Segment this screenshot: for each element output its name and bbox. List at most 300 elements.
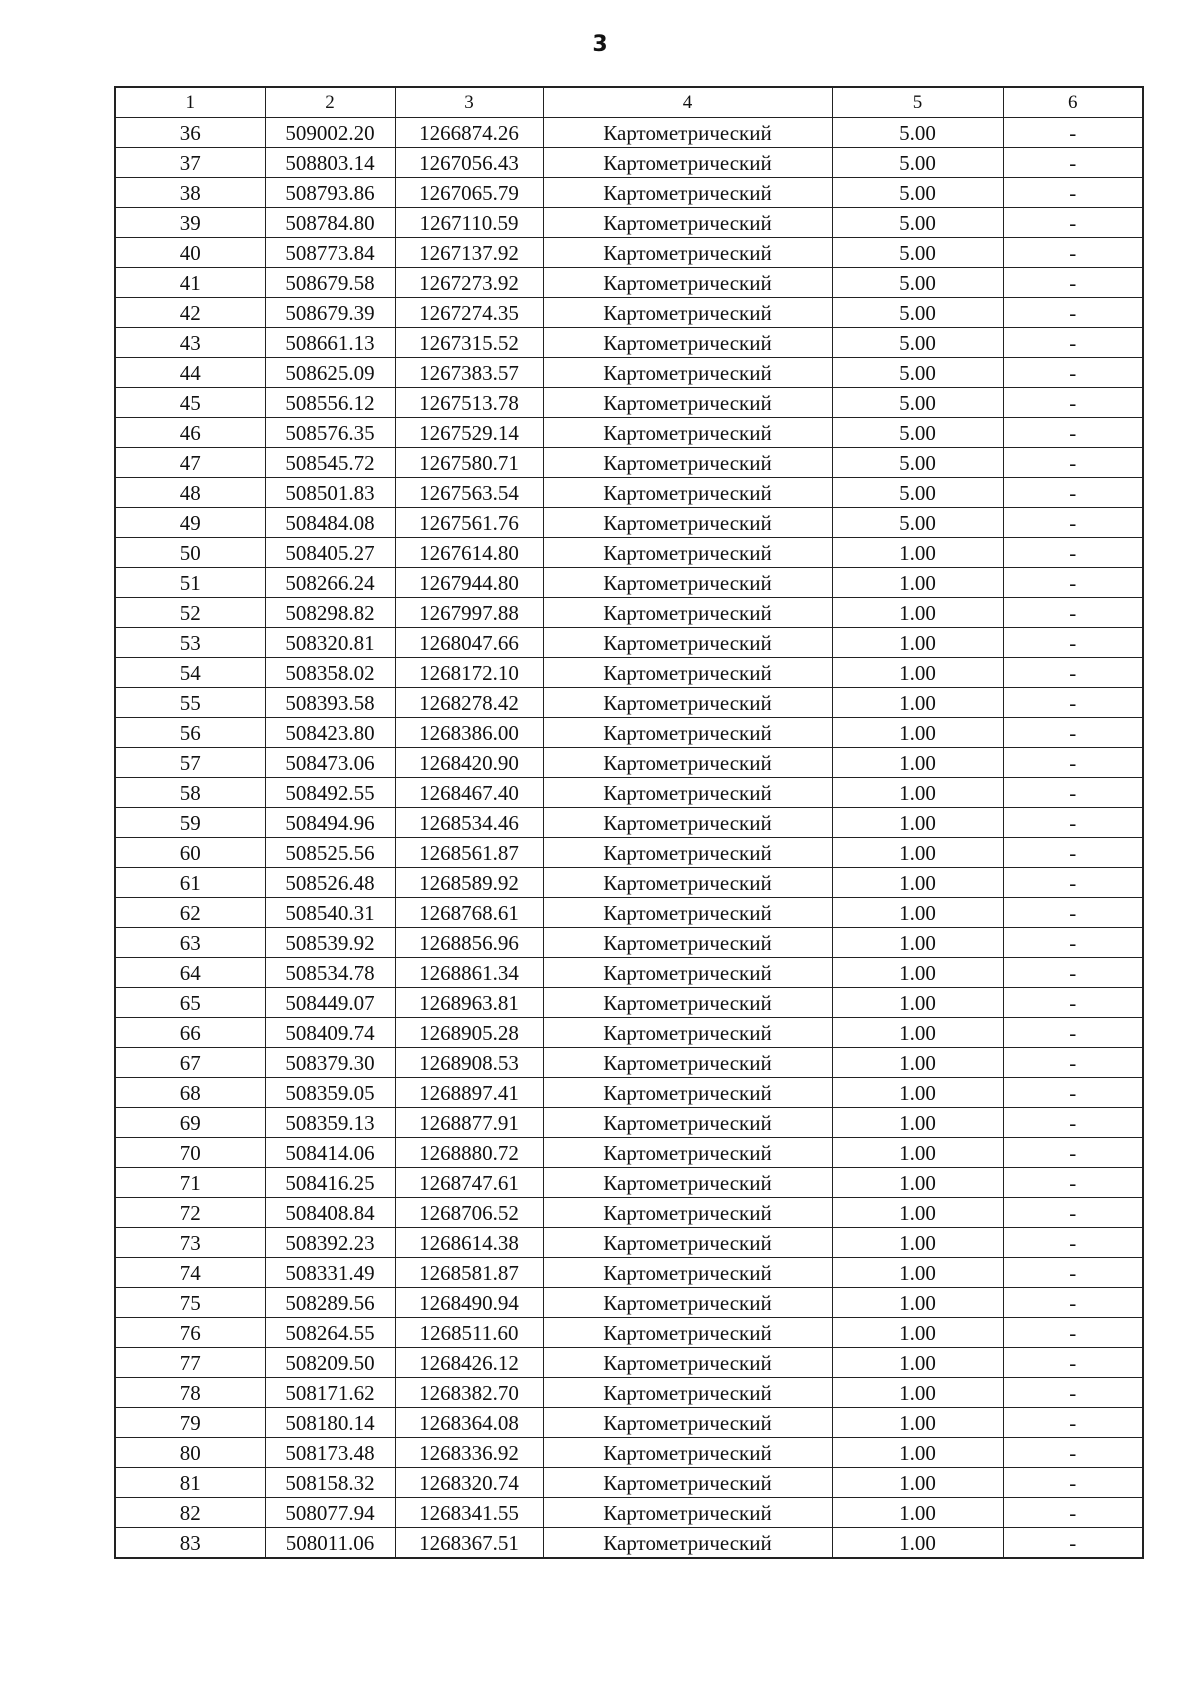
method-cell: Картометрический <box>543 868 832 898</box>
table-row <box>115 628 1143 658</box>
point-number-cell: 62 <box>115 898 265 928</box>
method-cell: Картометрический <box>543 988 832 1018</box>
table-row <box>115 1408 1143 1438</box>
point-number-cell: 41 <box>115 268 265 298</box>
accuracy-cell: 1.00 <box>832 1168 1003 1198</box>
method-cell: Картометрический <box>543 208 832 238</box>
point-number-cell: 80 <box>115 1438 265 1468</box>
y-coordinate-cell: 1268490.94 <box>395 1288 543 1318</box>
header-col-1: 1 <box>115 87 265 118</box>
y-coordinate-cell: 1267529.14 <box>395 418 543 448</box>
method-cell: Картометрический <box>543 1318 832 1348</box>
table-row <box>115 448 1143 478</box>
description-cell: - <box>1003 238 1143 268</box>
description-cell: - <box>1003 748 1143 778</box>
y-coordinate-cell: 1267315.52 <box>395 328 543 358</box>
accuracy-cell: 1.00 <box>832 838 1003 868</box>
description-cell: - <box>1003 178 1143 208</box>
x-coordinate-cell: 508409.74 <box>265 1018 395 1048</box>
accuracy-cell: 5.00 <box>832 178 1003 208</box>
accuracy-cell: 5.00 <box>832 508 1003 538</box>
table-row <box>115 1168 1143 1198</box>
point-number-cell: 37 <box>115 148 265 178</box>
accuracy-cell: 1.00 <box>832 718 1003 748</box>
x-coordinate-cell: 508773.84 <box>265 238 395 268</box>
accuracy-cell: 1.00 <box>832 1468 1003 1498</box>
table-row <box>115 568 1143 598</box>
point-number-cell: 66 <box>115 1018 265 1048</box>
x-coordinate-cell: 508180.14 <box>265 1408 395 1438</box>
y-coordinate-cell: 1268747.61 <box>395 1168 543 1198</box>
accuracy-cell: 5.00 <box>832 388 1003 418</box>
point-number-cell: 50 <box>115 538 265 568</box>
y-coordinate-cell: 1268905.28 <box>395 1018 543 1048</box>
method-cell: Картометрический <box>543 898 832 928</box>
table-row <box>115 1348 1143 1378</box>
table-row <box>115 1018 1143 1048</box>
point-number-cell: 51 <box>115 568 265 598</box>
point-number-cell: 55 <box>115 688 265 718</box>
description-cell: - <box>1003 1318 1143 1348</box>
y-coordinate-cell: 1268581.87 <box>395 1258 543 1288</box>
method-cell: Картометрический <box>543 1078 832 1108</box>
x-coordinate-cell: 508358.02 <box>265 658 395 688</box>
method-cell: Картометрический <box>543 1288 832 1318</box>
method-cell: Картометрический <box>543 778 832 808</box>
y-coordinate-cell: 1268908.53 <box>395 1048 543 1078</box>
x-coordinate-cell: 508625.09 <box>265 358 395 388</box>
method-cell: Картометрический <box>543 1018 832 1048</box>
accuracy-cell: 1.00 <box>832 598 1003 628</box>
description-cell: - <box>1003 1438 1143 1468</box>
description-cell: - <box>1003 778 1143 808</box>
method-cell: Картометрический <box>543 358 832 388</box>
accuracy-cell: 1.00 <box>832 1228 1003 1258</box>
point-number-cell: 70 <box>115 1138 265 1168</box>
y-coordinate-cell: 1268172.10 <box>395 658 543 688</box>
table-row <box>115 778 1143 808</box>
table-row <box>115 508 1143 538</box>
y-coordinate-cell: 1268534.46 <box>395 808 543 838</box>
y-coordinate-cell: 1267614.80 <box>395 538 543 568</box>
y-coordinate-cell: 1267944.80 <box>395 568 543 598</box>
table-row <box>115 1468 1143 1498</box>
point-number-cell: 75 <box>115 1288 265 1318</box>
table-row <box>115 748 1143 778</box>
x-coordinate-cell: 508423.80 <box>265 718 395 748</box>
description-cell: - <box>1003 688 1143 718</box>
y-coordinate-cell: 1267561.76 <box>395 508 543 538</box>
method-cell: Картометрический <box>543 1348 832 1378</box>
accuracy-cell: 1.00 <box>832 748 1003 778</box>
x-coordinate-cell: 508320.81 <box>265 628 395 658</box>
page-number: 3 <box>592 32 608 57</box>
description-cell: - <box>1003 1228 1143 1258</box>
x-coordinate-cell: 508679.39 <box>265 298 395 328</box>
description-cell: - <box>1003 1168 1143 1198</box>
point-number-cell: 72 <box>115 1198 265 1228</box>
table-row <box>115 388 1143 418</box>
y-coordinate-cell: 1268364.08 <box>395 1408 543 1438</box>
point-number-cell: 36 <box>115 118 265 148</box>
accuracy-cell: 5.00 <box>832 268 1003 298</box>
header-col-2: 2 <box>265 87 395 118</box>
point-number-cell: 60 <box>115 838 265 868</box>
table-row <box>115 1078 1143 1108</box>
description-cell: - <box>1003 1288 1143 1318</box>
method-cell: Картометрический <box>543 598 832 628</box>
method-cell: Картометрический <box>543 748 832 778</box>
table-row <box>115 1498 1143 1528</box>
y-coordinate-cell: 1268386.00 <box>395 718 543 748</box>
method-cell: Картометрический <box>543 478 832 508</box>
description-cell: - <box>1003 1048 1143 1078</box>
x-coordinate-cell: 508408.84 <box>265 1198 395 1228</box>
accuracy-cell: 1.00 <box>832 688 1003 718</box>
table-header-row <box>115 87 1143 118</box>
table-row <box>115 118 1143 148</box>
y-coordinate-cell: 1268341.55 <box>395 1498 543 1528</box>
x-coordinate-cell: 508556.12 <box>265 388 395 418</box>
table-row <box>115 418 1143 448</box>
y-coordinate-cell: 1268336.92 <box>395 1438 543 1468</box>
table-row <box>115 1318 1143 1348</box>
table-row <box>115 358 1143 388</box>
point-number-cell: 47 <box>115 448 265 478</box>
y-coordinate-cell: 1268047.66 <box>395 628 543 658</box>
y-coordinate-cell: 1267580.71 <box>395 448 543 478</box>
table-row <box>115 208 1143 238</box>
table-row <box>115 988 1143 1018</box>
x-coordinate-cell: 508534.78 <box>265 958 395 988</box>
point-number-cell: 65 <box>115 988 265 1018</box>
method-cell: Картометрический <box>543 328 832 358</box>
x-coordinate-cell: 508492.55 <box>265 778 395 808</box>
accuracy-cell: 1.00 <box>832 868 1003 898</box>
x-coordinate-cell: 508416.25 <box>265 1168 395 1198</box>
table-row <box>115 928 1143 958</box>
table-row <box>115 538 1143 568</box>
x-coordinate-cell: 508501.83 <box>265 478 395 508</box>
y-coordinate-cell: 1268880.72 <box>395 1138 543 1168</box>
description-cell: - <box>1003 298 1143 328</box>
method-cell: Картометрический <box>543 568 832 598</box>
method-cell: Картометрический <box>543 1168 832 1198</box>
table-row <box>115 1108 1143 1138</box>
accuracy-cell: 1.00 <box>832 1198 1003 1228</box>
point-number-cell: 39 <box>115 208 265 238</box>
x-coordinate-cell: 508784.80 <box>265 208 395 238</box>
x-coordinate-cell: 508392.23 <box>265 1228 395 1258</box>
accuracy-cell: 1.00 <box>832 808 1003 838</box>
accuracy-cell: 1.00 <box>832 1048 1003 1078</box>
point-number-cell: 59 <box>115 808 265 838</box>
table-row <box>115 238 1143 268</box>
x-coordinate-cell: 508209.50 <box>265 1348 395 1378</box>
method-cell: Картометрический <box>543 508 832 538</box>
method-cell: Картометрический <box>543 1378 832 1408</box>
table-row <box>115 838 1143 868</box>
description-cell: - <box>1003 898 1143 928</box>
point-number-cell: 42 <box>115 298 265 328</box>
method-cell: Картометрический <box>543 298 832 328</box>
description-cell: - <box>1003 1108 1143 1138</box>
point-number-cell: 58 <box>115 778 265 808</box>
table-row <box>115 328 1143 358</box>
x-coordinate-cell: 508539.92 <box>265 928 395 958</box>
description-cell: - <box>1003 1258 1143 1288</box>
description-cell: - <box>1003 1018 1143 1048</box>
table-row <box>115 268 1143 298</box>
x-coordinate-cell: 508359.05 <box>265 1078 395 1108</box>
header-col-6: 6 <box>1003 87 1143 118</box>
x-coordinate-cell: 508331.49 <box>265 1258 395 1288</box>
method-cell: Картометрический <box>543 958 832 988</box>
point-number-cell: 79 <box>115 1408 265 1438</box>
y-coordinate-cell: 1267563.54 <box>395 478 543 508</box>
x-coordinate-cell: 508298.82 <box>265 598 395 628</box>
method-cell: Картометрический <box>543 838 832 868</box>
accuracy-cell: 5.00 <box>832 418 1003 448</box>
point-number-cell: 45 <box>115 388 265 418</box>
description-cell: - <box>1003 268 1143 298</box>
y-coordinate-cell: 1268897.41 <box>395 1078 543 1108</box>
y-coordinate-cell: 1268278.42 <box>395 688 543 718</box>
y-coordinate-cell: 1268426.12 <box>395 1348 543 1378</box>
method-cell: Картометрический <box>543 388 832 418</box>
description-cell: - <box>1003 1138 1143 1168</box>
table-row <box>115 1258 1143 1288</box>
x-coordinate-cell: 508661.13 <box>265 328 395 358</box>
y-coordinate-cell: 1267137.92 <box>395 238 543 268</box>
point-number-cell: 71 <box>115 1168 265 1198</box>
point-number-cell: 48 <box>115 478 265 508</box>
method-cell: Картометрический <box>543 928 832 958</box>
x-coordinate-cell: 508494.96 <box>265 808 395 838</box>
description-cell: - <box>1003 1348 1143 1378</box>
x-coordinate-cell: 508264.55 <box>265 1318 395 1348</box>
x-coordinate-cell: 508158.32 <box>265 1468 395 1498</box>
y-coordinate-cell: 1268963.81 <box>395 988 543 1018</box>
x-coordinate-cell: 508803.14 <box>265 148 395 178</box>
description-cell: - <box>1003 118 1143 148</box>
table-row <box>115 298 1143 328</box>
x-coordinate-cell: 508393.58 <box>265 688 395 718</box>
method-cell: Картометрический <box>543 448 832 478</box>
accuracy-cell: 1.00 <box>832 1108 1003 1138</box>
method-cell: Картометрический <box>543 1528 832 1559</box>
accuracy-cell: 1.00 <box>832 568 1003 598</box>
y-coordinate-cell: 1268706.52 <box>395 1198 543 1228</box>
description-cell: - <box>1003 568 1143 598</box>
accuracy-cell: 1.00 <box>832 1318 1003 1348</box>
point-number-cell: 52 <box>115 598 265 628</box>
point-number-cell: 67 <box>115 1048 265 1078</box>
method-cell: Картометрический <box>543 1228 832 1258</box>
point-number-cell: 64 <box>115 958 265 988</box>
description-cell: - <box>1003 148 1143 178</box>
header-col-5: 5 <box>832 87 1003 118</box>
point-number-cell: 78 <box>115 1378 265 1408</box>
point-number-cell: 69 <box>115 1108 265 1138</box>
y-coordinate-cell: 1268467.40 <box>395 778 543 808</box>
table-row <box>115 148 1143 178</box>
description-cell: - <box>1003 418 1143 448</box>
table-row <box>115 478 1143 508</box>
table-row <box>115 1048 1143 1078</box>
accuracy-cell: 5.00 <box>832 358 1003 388</box>
accuracy-cell: 1.00 <box>832 658 1003 688</box>
method-cell: Картометрический <box>543 1198 832 1228</box>
x-coordinate-cell: 508414.06 <box>265 1138 395 1168</box>
y-coordinate-cell: 1268320.74 <box>395 1468 543 1498</box>
method-cell: Картометрический <box>543 1408 832 1438</box>
point-number-cell: 82 <box>115 1498 265 1528</box>
coordinates-table <box>114 86 1144 1559</box>
method-cell: Картометрический <box>543 718 832 748</box>
table-row <box>115 688 1143 718</box>
method-cell: Картометрический <box>543 268 832 298</box>
description-cell: - <box>1003 928 1143 958</box>
description-cell: - <box>1003 838 1143 868</box>
y-coordinate-cell: 1266874.26 <box>395 118 543 148</box>
description-cell: - <box>1003 958 1143 988</box>
point-number-cell: 40 <box>115 238 265 268</box>
y-coordinate-cell: 1267056.43 <box>395 148 543 178</box>
accuracy-cell: 1.00 <box>832 1078 1003 1108</box>
x-coordinate-cell: 508011.06 <box>265 1528 395 1559</box>
accuracy-cell: 5.00 <box>832 238 1003 268</box>
description-cell: - <box>1003 328 1143 358</box>
y-coordinate-cell: 1268367.51 <box>395 1528 543 1559</box>
point-number-cell: 54 <box>115 658 265 688</box>
description-cell: - <box>1003 628 1143 658</box>
description-cell: - <box>1003 598 1143 628</box>
method-cell: Картометрический <box>543 1498 832 1528</box>
table-header <box>115 87 1143 118</box>
y-coordinate-cell: 1268511.60 <box>395 1318 543 1348</box>
y-coordinate-cell: 1268420.90 <box>395 748 543 778</box>
accuracy-cell: 5.00 <box>832 478 1003 508</box>
method-cell: Картометрический <box>543 178 832 208</box>
method-cell: Картометрический <box>543 1468 832 1498</box>
point-number-cell: 74 <box>115 1258 265 1288</box>
x-coordinate-cell: 508526.48 <box>265 868 395 898</box>
y-coordinate-cell: 1268768.61 <box>395 898 543 928</box>
point-number-cell: 46 <box>115 418 265 448</box>
y-coordinate-cell: 1268382.70 <box>395 1378 543 1408</box>
accuracy-cell: 1.00 <box>832 1528 1003 1559</box>
y-coordinate-cell: 1268856.96 <box>395 928 543 958</box>
method-cell: Картометрический <box>543 418 832 448</box>
x-coordinate-cell: 508266.24 <box>265 568 395 598</box>
accuracy-cell: 1.00 <box>832 1408 1003 1438</box>
description-cell: - <box>1003 1528 1143 1559</box>
x-coordinate-cell: 508679.58 <box>265 268 395 298</box>
point-number-cell: 83 <box>115 1528 265 1559</box>
y-coordinate-cell: 1268589.92 <box>395 868 543 898</box>
table-row <box>115 868 1143 898</box>
x-coordinate-cell: 508171.62 <box>265 1378 395 1408</box>
y-coordinate-cell: 1267997.88 <box>395 598 543 628</box>
accuracy-cell: 5.00 <box>832 118 1003 148</box>
accuracy-cell: 1.00 <box>832 1288 1003 1318</box>
y-coordinate-cell: 1267065.79 <box>395 178 543 208</box>
x-coordinate-cell: 508359.13 <box>265 1108 395 1138</box>
y-coordinate-cell: 1267273.92 <box>395 268 543 298</box>
description-cell: - <box>1003 1468 1143 1498</box>
accuracy-cell: 1.00 <box>832 898 1003 928</box>
table-row <box>115 1438 1143 1468</box>
point-number-cell: 77 <box>115 1348 265 1378</box>
x-coordinate-cell: 508484.08 <box>265 508 395 538</box>
table-row <box>115 958 1143 988</box>
description-cell: - <box>1003 478 1143 508</box>
table-body <box>115 118 1143 1559</box>
y-coordinate-cell: 1268877.91 <box>395 1108 543 1138</box>
x-coordinate-cell: 508405.27 <box>265 538 395 568</box>
y-coordinate-cell: 1267274.35 <box>395 298 543 328</box>
point-number-cell: 43 <box>115 328 265 358</box>
x-coordinate-cell: 508545.72 <box>265 448 395 478</box>
accuracy-cell: 1.00 <box>832 778 1003 808</box>
description-cell: - <box>1003 988 1143 1018</box>
x-coordinate-cell: 508525.56 <box>265 838 395 868</box>
y-coordinate-cell: 1267110.59 <box>395 208 543 238</box>
point-number-cell: 76 <box>115 1318 265 1348</box>
description-cell: - <box>1003 358 1143 388</box>
header-col-3: 3 <box>395 87 543 118</box>
x-coordinate-cell: 508173.48 <box>265 1438 395 1468</box>
point-number-cell: 63 <box>115 928 265 958</box>
accuracy-cell: 5.00 <box>832 148 1003 178</box>
x-coordinate-cell: 508576.35 <box>265 418 395 448</box>
point-number-cell: 38 <box>115 178 265 208</box>
description-cell: - <box>1003 538 1143 568</box>
accuracy-cell: 1.00 <box>832 958 1003 988</box>
accuracy-cell: 1.00 <box>832 1498 1003 1528</box>
table-row <box>115 178 1143 208</box>
description-cell: - <box>1003 388 1143 418</box>
description-cell: - <box>1003 718 1143 748</box>
accuracy-cell: 5.00 <box>832 298 1003 328</box>
y-coordinate-cell: 1268561.87 <box>395 838 543 868</box>
x-coordinate-cell: 508449.07 <box>265 988 395 1018</box>
method-cell: Картометрический <box>543 628 832 658</box>
method-cell: Картометрический <box>543 1438 832 1468</box>
description-cell: - <box>1003 1378 1143 1408</box>
point-number-cell: 61 <box>115 868 265 898</box>
method-cell: Картометрический <box>543 658 832 688</box>
method-cell: Картометрический <box>543 808 832 838</box>
method-cell: Картометрический <box>543 1258 832 1288</box>
accuracy-cell: 1.00 <box>832 628 1003 658</box>
accuracy-cell: 1.00 <box>832 928 1003 958</box>
y-coordinate-cell: 1268614.38 <box>395 1228 543 1258</box>
x-coordinate-cell: 508379.30 <box>265 1048 395 1078</box>
method-cell: Картометрический <box>543 1048 832 1078</box>
description-cell: - <box>1003 508 1143 538</box>
point-number-cell: 44 <box>115 358 265 388</box>
x-coordinate-cell: 509002.20 <box>265 118 395 148</box>
table-row <box>115 1378 1143 1408</box>
method-cell: Картометрический <box>543 688 832 718</box>
table-row <box>115 1288 1143 1318</box>
table-row <box>115 1198 1143 1228</box>
y-coordinate-cell: 1267513.78 <box>395 388 543 418</box>
accuracy-cell: 1.00 <box>832 988 1003 1018</box>
description-cell: - <box>1003 1408 1143 1438</box>
